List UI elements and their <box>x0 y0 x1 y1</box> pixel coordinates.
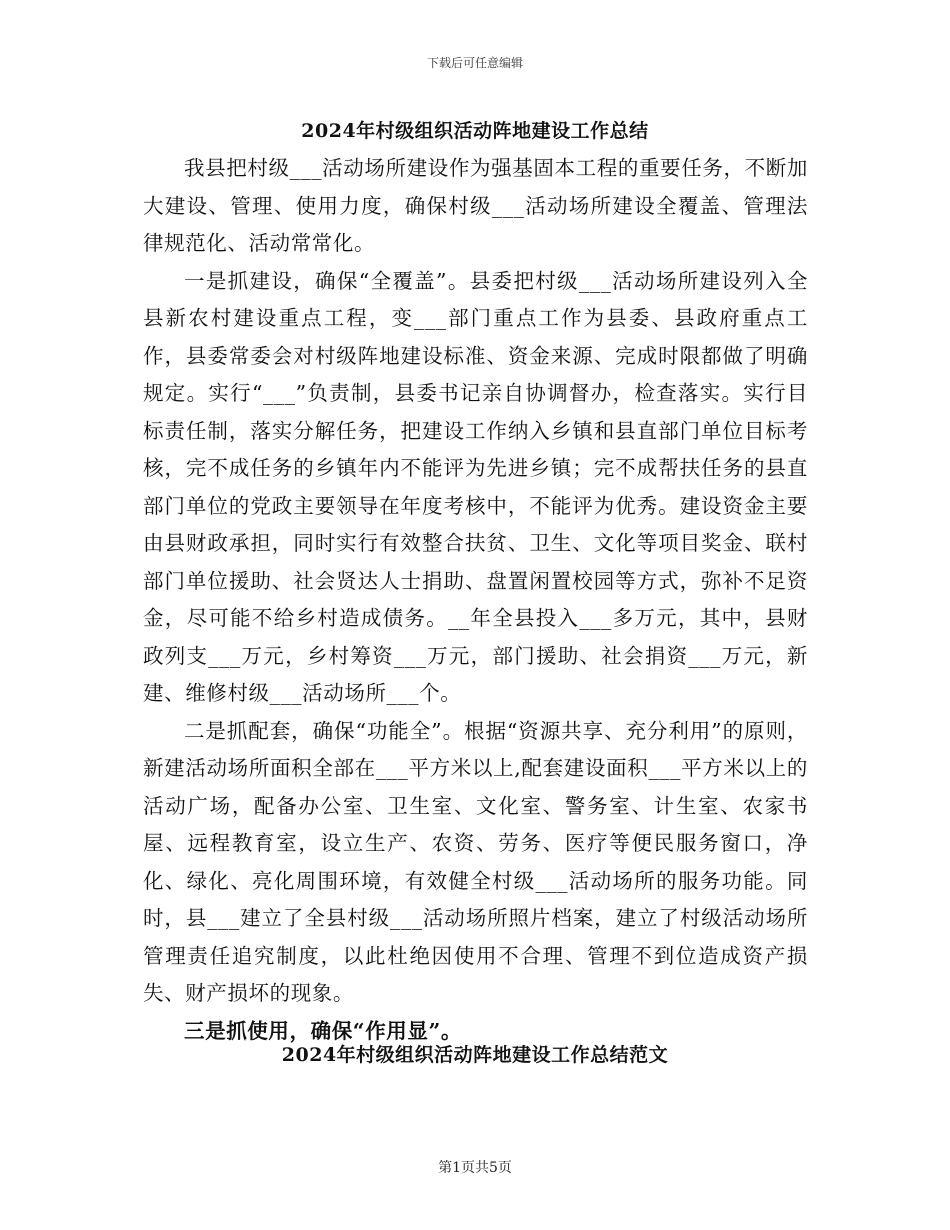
paragraph-usage-heading: 三是抓使用，确保“作用显”。 <box>184 1018 462 1043</box>
next-document-title: 2024年村级组织活动阵地建设工作总结范文 <box>281 1044 669 1066</box>
paragraph-facilities: 二是抓配套，确保“功能全”。根据“资源共享、充分利用”的原则，新建活动场所面积全部在___平方米以上,配套建设面积___平方米以上的活动广场，配备办公室、卫生室、文化室、警务室、计生室、农家书屋、远程教育室，设立生产、农资、劳务、医疗等便民服务窗口，净化、绿化、亮化周围环境，有效健全村级___活动场所的服务功能。同时，县___建立了全县村级___活动场所照片档案，建立了村级活动场所管理责任追究制度，以此杜绝因使用不合理、管理不到位造成资产损失、财产损坏的现象。 <box>143 718 808 1005</box>
paragraph-construction: 一是抓建设，确保“全覆盖”。县委把村级___活动场所建设列入全县新农村建设重点工程，变___部门重点工作为县委、县政府重点工作，县委常委会对村级阵地建设标准、资金来源、完成时限都做了明确规定。实行“___”负责制，县委书记亲自协调督办，检查落实。实行目标责任制，落实分解任务，把建设工作纳入乡镇和县直部门单位目标考核，完不成任务的乡镇年内不能评为先进乡镇；完不成帮扶任务的县直部门单位的党政主要领导在年度考核中，不能评为优秀。建设资金主要由县财政承担，同时实行有效整合扶贫、卫生、文化等项目奖金、联村部门单位援助、社会贤达人士捐助、盘置闲置校园等方式，弥补不足资金，尽可能不给乡村造成债务。__年全县投入___多万元，其中，县财政列支___万元，乡村筹资___万元，部门援助、社会捐资___万元，新建、维修村级___活动场所___个。 <box>143 268 808 705</box>
page-header-note: 下载后可任意编辑 <box>426 56 523 70</box>
document-title: 2024年村级组织活动阵地建设工作总结 <box>301 120 649 142</box>
paragraph-intro: 我县把村级___活动场所建设作为强基固本工程的重要任务，不断加大建设、管理、使用力度，确保村级___活动场所建设全覆盖、管理法律规范化、活动常常化。 <box>143 156 808 255</box>
document-body <box>143 150 808 1050</box>
page-number: 第1页共5页 <box>438 1160 512 1176</box>
